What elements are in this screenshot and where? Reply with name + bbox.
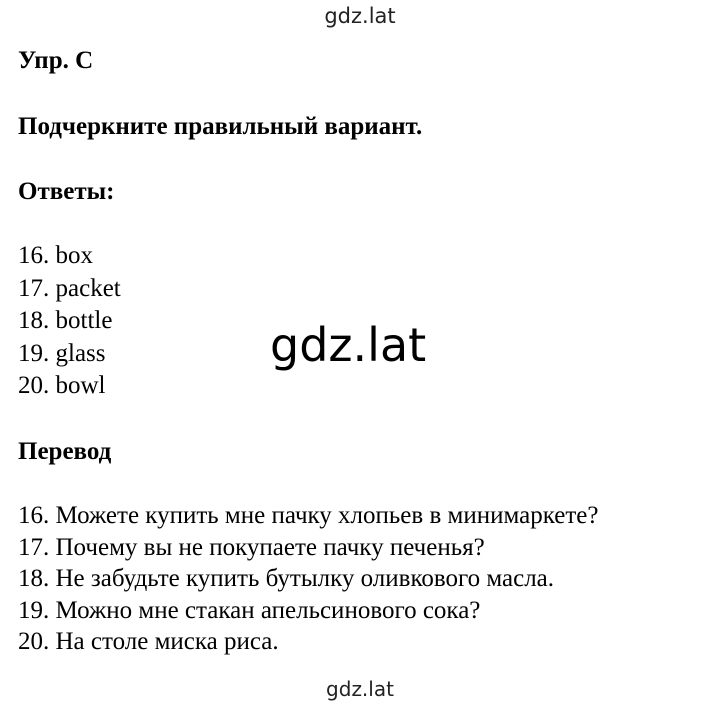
translation-item: 19. Можно мне стакан апельсинового сока?	[18, 596, 481, 624]
answer-item: 18. bottle	[18, 307, 113, 334]
translation-item: 18. Не забудьте купить бутылку оливкового масла.	[18, 565, 555, 592]
translation-heading: Перевод	[18, 438, 112, 465]
instruction-text: Подчеркните правильный вариант.	[18, 113, 423, 140]
answers-list	[18, 240, 121, 403]
answer-item: 16. box	[18, 242, 93, 269]
translation-item: 17. Почему вы не покупаете пачку печенья?	[18, 533, 485, 561]
watermark-top: gdz.lat	[324, 4, 396, 28]
watermark-center: gdz.lat	[270, 318, 427, 372]
answer-item: 17. packet	[18, 274, 121, 302]
watermark-bottom: gdz.lat	[326, 677, 394, 701]
translation-item: 20. На столе миска риса.	[18, 628, 279, 655]
answers-heading: Ответы:	[18, 178, 115, 205]
answer-item: 19. glass	[18, 339, 106, 367]
translation-item: 16. Можете купить мне пачку хлопьев в минимаркете?	[18, 502, 599, 529]
exercise-title: Упр. C	[18, 47, 94, 74]
answer-item: 20. bowl	[18, 372, 106, 399]
translations-list	[18, 500, 598, 658]
